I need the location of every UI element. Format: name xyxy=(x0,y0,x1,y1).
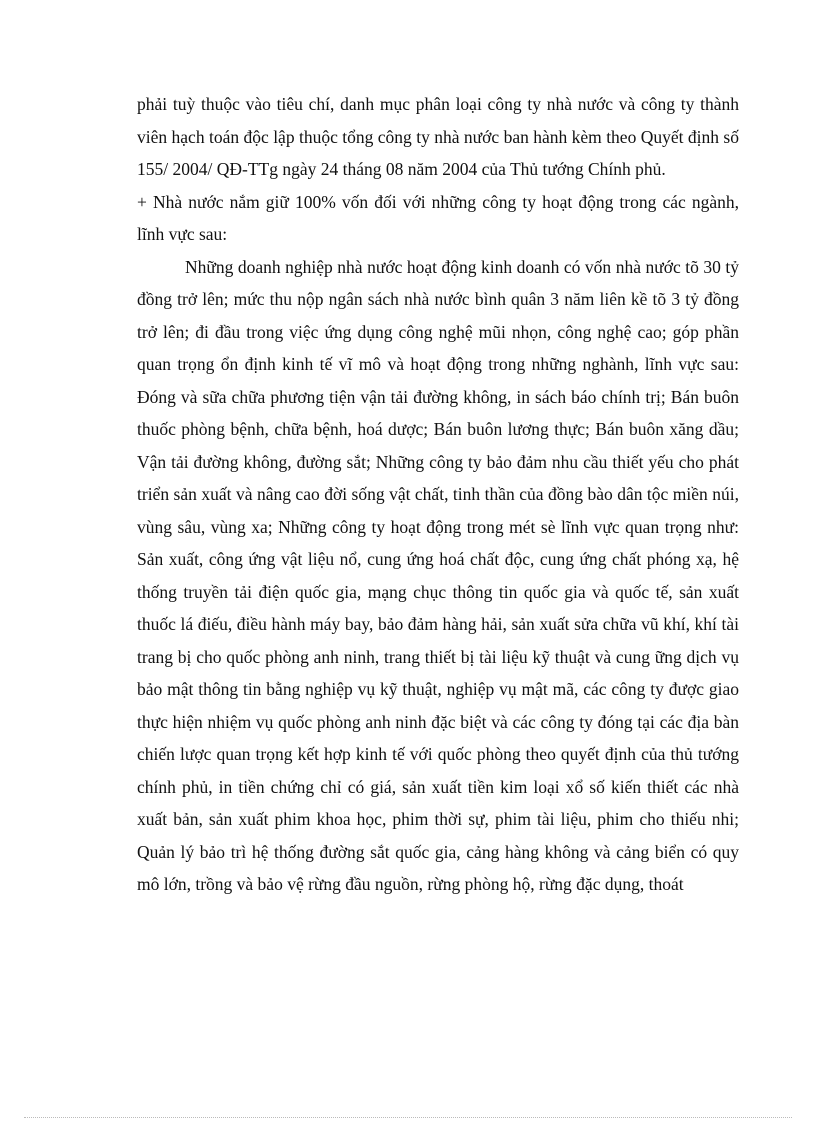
page-bottom-divider xyxy=(24,1117,792,1118)
paragraph-continuation: phải tuỳ thuộc vào tiêu chí, danh mục phân loại công ty nhà nước và công ty thành viên hạch toán độc lập thuộc tổng công ty nhà nước ban hành kèm theo Quyết định số 155/ 2004/ QĐ-TTg ngày 24 tháng 08 năm 2004 của Thủ tướng Chính phủ. xyxy=(137,94,739,179)
paragraph-enterprise-criteria: Những doanh nghiệp nhà nước hoạt động kinh doanh có vốn nhà nước tõ 30 tỷ đồng trở lên; mức thu nộp ngân sách nhà nước bình quân 3 năm liên kề tõ 3 tỷ đồng trở lên; đi đầu trong việc ứng dụng công nghệ mũi nhọn, công nghệ cao; góp phần quan trọng ổn định kinh tế vĩ mô và hoạt động trong những nghành, lĩnh vực sau: Đóng và sữa chữa phương tiện vận tải đường không, in sách báo chính trị; Bán buôn thuốc phòng bệnh, chữa bệnh, hoá dược; Bán buôn lương thực; Bán buôn xăng dầu; Vận tải đường không, đường sắt; Những công ty bảo đảm nhu cầu thiết yếu cho phát triển sản xuất và nâng cao đời sống vật chất, tinh thần của đồng bào dân tộc miền núi, vùng sâu, vùng xa; Những công ty hoạt động trong mét sè lĩnh vực quan trọng như: Sản xuất, công ứng vật liệu nổ, cung ứng hoá chất độc, cung ứng chất phóng xạ, hệ thống truyền tải điện quốc gia, mạng chục thông tin quốc gia và quốc tế, sản xuất thuốc lá điếu, điều hành máy bay, bảo đảm hàng hải, sản xuất sửa chữa vũ khí, khí tài trang bị cho quốc phòng anh ninh, trang thiết bị tài liệu kỹ thuật và cung ững dịch vụ bảo mật thông tin bằng nghiệp vụ kỹ thuật, nghiệp vụ mật mã, các công ty được giao thực hiện nhiệm vụ quốc phòng anh ninh đặc biệt và các công ty đóng tại các địa bàn chiến lược quan trọng kết hợp kinh tế với quốc phòng theo quyết định của thủ tướng chính phủ, in tiền chứng chỉ có giá, sản xuất tiền kim loại xổ số kiến thiết các nhà xuất bản, sản xuất phim khoa học, phim thời sự, phim tài liệu, phim cho thiếu nhi; Quản lý bảo trì hệ thống đường sắt quốc gia, cảng hàng không và cảng biển có quy mô lớn, trồng và bảo vệ rừng đầu nguồn, rừng phòng hộ, rừng đặc dụng, thoát xyxy=(137,256,739,894)
paragraph-bullet-state-ownership: + Nhà nước nắm giữ 100% vốn đối với những công ty hoạt động trong các ngành, lĩnh vực sau: xyxy=(137,191,739,244)
document-body xyxy=(137,88,739,901)
